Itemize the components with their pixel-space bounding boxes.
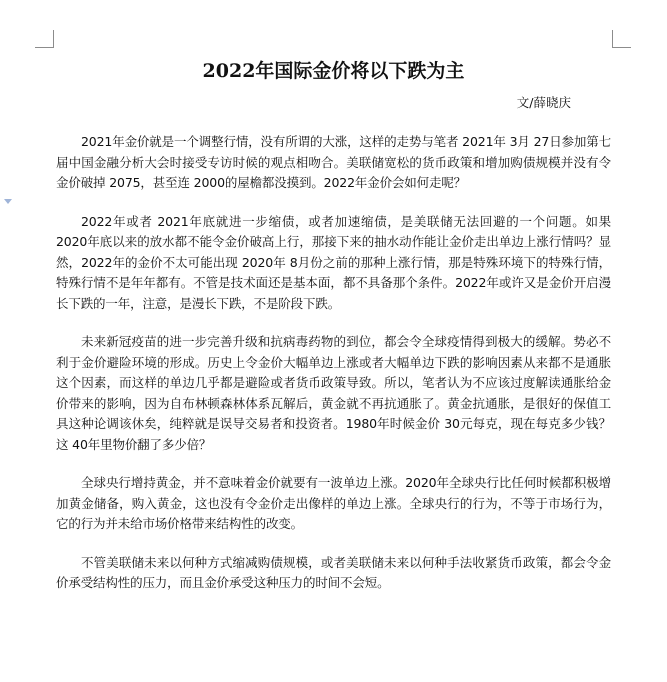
body-paragraph-4: 全球央行增持黄金，并不意味着金价就要有一波单边上涨。2020年全球央行比任何时候都积极增加黄金储备，购入黄金，这也没有令金价走出像样的单边上涨。全球央行的行为，不等于市场行为，它的行为并未给市场价格带来结构性的改变。 (56, 475, 611, 531)
body-paragraph-5: 不管美联储未来以何种方式缩减购债规模，或者美联储未来以何种手法收紧货币政策，都会令金价承受结构性的压力，而且金价承受这种压力的时间不会短。 (56, 554, 611, 590)
body-paragraph-2: 2022年或者 2021年底就进一步缩债，或者加速缩债，是美联储无法回避的一个问题。如果 2020年底以来的放水都不能令金价破高上行，那接下来的抽水动作能让金价走出单边上涨行情吗？显然，2022年的金价不太可能出现 2020年 8月份之前的那种上涨行情，那是特殊环境下的特殊行情，特殊行情不是年年都有。不管是技术面还是基本面，都不具备那个条件。2022年或许又是金价开启漫长下跌的一年，注意，是漫长下跌，不是阶段下跌。 (56, 213, 611, 311)
document-body (56, 132, 611, 612)
document-title: 2022年国际金价将以下跌为主 (202, 60, 465, 82)
body-paragraph-1: 2021年金价就是一个调整行情，没有所谓的大涨，这样的走势与笔者 2021年 3月 27日参加第七届中国金融分析大会时接受专访时候的观点相吻合。美联储宽松的货币政策和增加购债规模并没有令金价破掉 2075，甚至连 2000的屋檐都没摸到。2022年金价会如何走呢？ (56, 134, 611, 190)
crop-mark-top-left-horizontal (35, 47, 54, 48)
crop-mark-top-right-vertical (612, 30, 613, 48)
margin-marker-icon (4, 199, 12, 204)
crop-mark-top-left-vertical (53, 30, 54, 48)
body-paragraph-3: 未来新冠疫苗的进一步完善升级和抗病毒药物的到位，都会令全球疫情得到极大的缓解。势必不利于金价避险环境的形成。历史上令金价大幅单边上涨或者大幅单边下跌的影响因素从来都不是通胀这个因素，而这样的单边几乎都是避险或者货币政策导致。所以，笔者认为不应该过度解读通胀给金价带来的影响，因为自布林顿森林体系瓦解后，黄金就不再抗通胀了。黄金抗通胀，是很好的保值工具这种论调该休矣，纯粹就是误导交易者和投资者。1980年时候金价 30元每克，现在每克多少钱？这 40年里物价翻了多少倍？ (56, 334, 611, 452)
document-author: 文/薛晓庆 (516, 95, 571, 110)
crop-mark-top-right-horizontal (612, 47, 631, 48)
